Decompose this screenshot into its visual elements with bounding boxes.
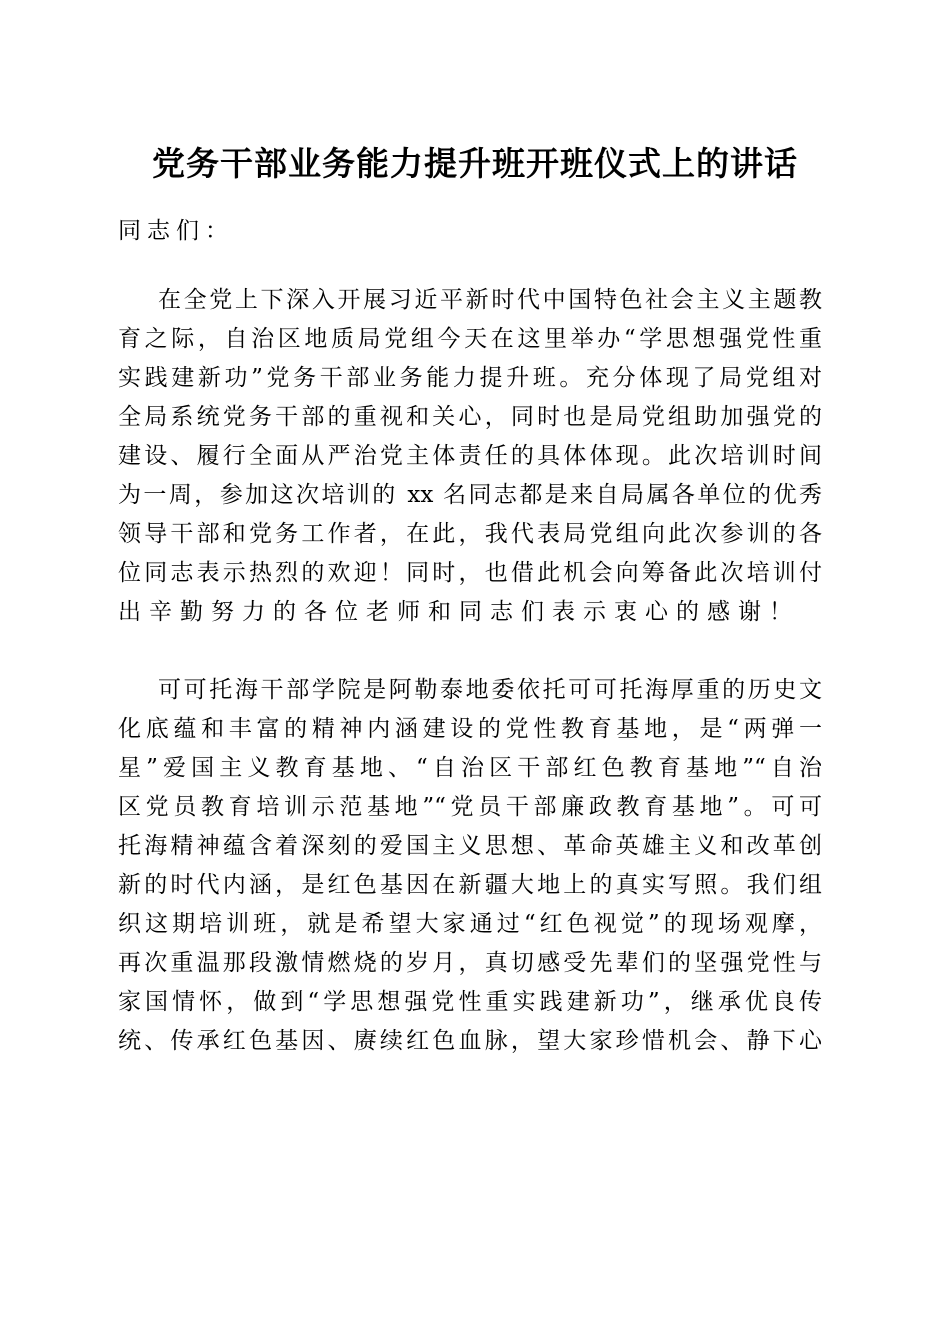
text-line: 星”爱国主义教育基地、“自治区干部红色教育基地”“自治 [118,755,822,781]
text-line: 区党员教育培训示范基地”“党员干部廉政教育基地”。可可 [118,794,822,820]
text-line: 育之际，自治区地质局党组今天在这里举办“学思想强党性重 [118,326,822,352]
text-line: 实践建新功”党务干部业务能力提升班。充分体现了局党组对 [118,365,822,391]
document-title: 党务干部业务能力提升班开班仪式上的讲话 [152,144,798,183]
text-line: 领导干部和党务工作者，在此，我代表局党组向此次参训的各 [118,521,822,547]
text-line: 家国情怀，做到“学思想强党性重实践建新功”，继承优良传 [118,989,822,1015]
text-line: 全局系统党务干部的重视和关心，同时也是局党组助加强党的 [118,404,822,430]
text-line: 新的时代内涵，是红色基因在新疆大地上的真实写照。我们组 [118,872,822,898]
paragraph-1 [118,281,822,632]
text-line: 托海精神蕴含着深刻的爱国主义思想、革命英雄主义和改革创 [118,833,822,859]
text-line: 建设、履行全面从严治党主体责任的具体体现。此次培训时间 [118,443,822,469]
text-line: 可可托海干部学院是阿勒泰地委依托可可托海厚重的历史文 [158,677,822,703]
text-line: 再次重温那段激情燃烧的岁月，真切感受先辈们的坚强党性与 [118,950,822,976]
text-line: 出辛勤努力的各位老师和同志们表示衷心的感谢！ [118,599,800,625]
salutation: 同志们： [118,218,234,244]
text-line: 在全党上下深入开展习近平新时代中国特色社会主义主题教 [158,287,822,313]
text-line: 织这期培训班，就是希望大家通过“红色视觉”的现场观摩， [118,911,822,937]
text-line: 位同志表示热烈的欢迎！同时，也借此机会向筹备此次培训付 [118,560,822,586]
paragraph-2 [118,671,822,1061]
text-line: 统、传承红色基因、赓续红色血脉，望大家珍惜机会、静下心 [118,1028,822,1054]
text-line: 为一周，参加这次培训的 xx 名同志都是来自局属各单位的优秀 [118,482,822,508]
text-line: 化底蕴和丰富的精神内涵建设的党性教育基地，是“两弹一 [118,716,822,742]
